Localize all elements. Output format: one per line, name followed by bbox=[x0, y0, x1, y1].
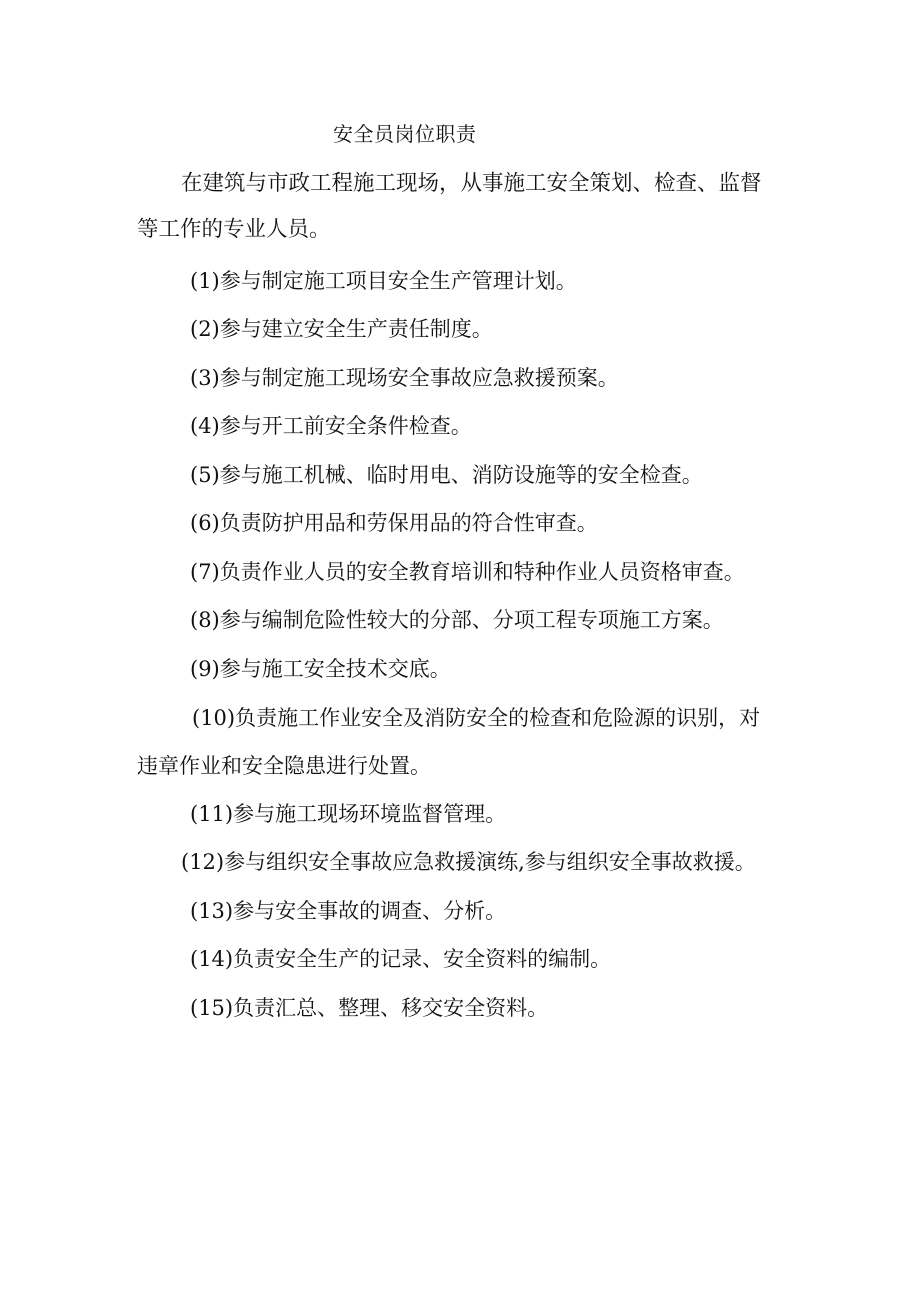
intro-paragraph-line-2: 等工作的专业人员。 bbox=[137, 217, 331, 242]
duty-item-11: (11)参与施工现场环境监督管理。 bbox=[190, 802, 507, 826]
duty-item-7: (7)负责作业人员的安全教育培训和特种作业人员资格审查。 bbox=[190, 560, 745, 584]
duty-item-13: (13)参与安全事故的调查、分析。 bbox=[190, 899, 507, 923]
duty-item-15: (15)负责汇总、整理、移交安全资料。 bbox=[190, 996, 549, 1020]
duty-item-3: (3)参与制定施工现场安全事故应急救援预案。 bbox=[190, 366, 619, 390]
duty-item-5: (5)参与施工机械、临时用电、消防设施等的安全检查。 bbox=[190, 463, 703, 487]
document-title: 安全员岗位职责 bbox=[333, 122, 477, 146]
duty-item-10-line-2: 违章作业和安全隐患进行处置。 bbox=[137, 754, 431, 778]
intro-paragraph-line-1: 在建筑与市政工程施工现场，从事施工安全策划、检查、监督 bbox=[181, 171, 762, 196]
duty-item-9: (9)参与施工安全技术交底。 bbox=[190, 657, 451, 681]
duty-item-1: (1)参与制定施工项目安全生产管理计划。 bbox=[190, 269, 577, 293]
duty-item-14: (14)负责安全生产的记录、安全资料的编制。 bbox=[190, 947, 612, 971]
duty-item-8: (8)参与编制危险性较大的分部、分项工程专项施工方案。 bbox=[190, 608, 724, 632]
duty-item-4: (4)参与开工前安全条件检查。 bbox=[190, 414, 472, 438]
duty-item-6: (6)负责防护用品和劳保用品的符合性审查。 bbox=[190, 511, 598, 535]
duty-item-12: (12)参与组织安全事故应急救援演练,参与组织安全事故救援。 bbox=[181, 850, 756, 874]
duty-item-10-line-1: (10)负责施工作业安全及消防安全的检查和危险源的识别，对 bbox=[192, 706, 761, 730]
duty-item-2: (2)参与建立安全生产责任制度。 bbox=[190, 317, 493, 341]
